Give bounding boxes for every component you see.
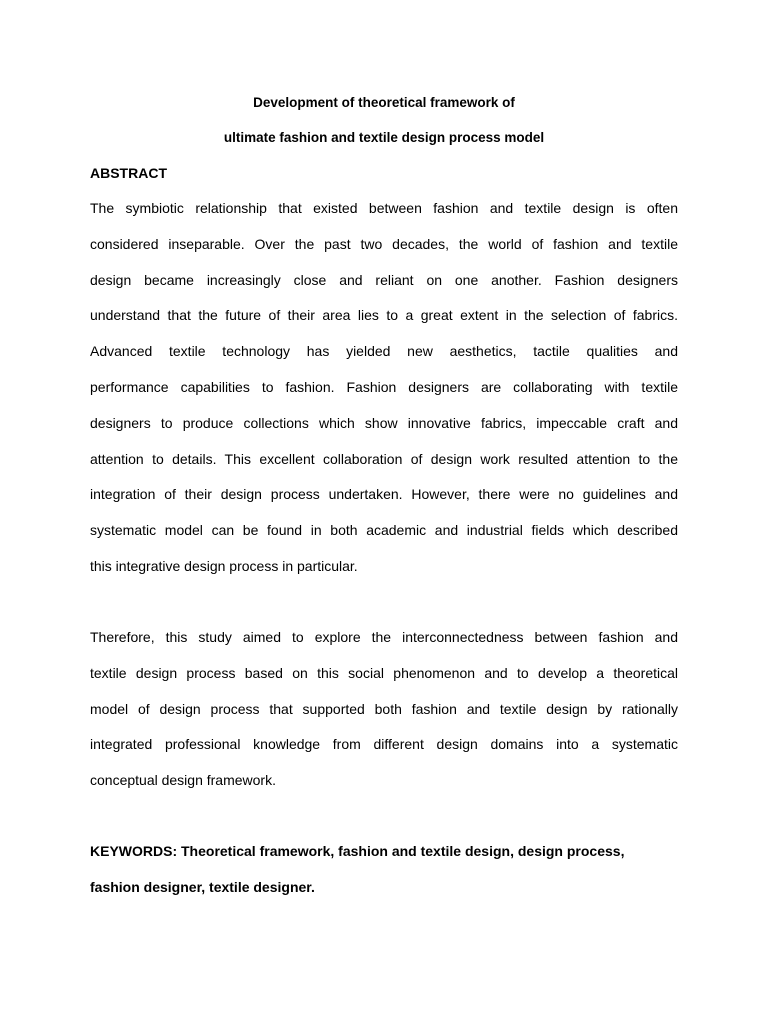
keywords-block	[90, 834, 678, 906]
paragraph-line: this integrative design process in particular.	[90, 557, 358, 574]
paragraph-line: considered inseparable. Over the past two decades, the world of fashion and textile	[90, 235, 678, 252]
abstract-paragraph-1	[90, 191, 678, 585]
title-line-2: ultimate fashion and textile design process model	[223, 130, 545, 145]
paragraph-line: model of design process that supported both fashion and textile design by rationally	[90, 700, 678, 717]
paragraph-line: performance capabilities to fashion. Fashion designers are collaborating with textile	[90, 378, 678, 395]
paragraph-line: The symbiotic relationship that existed between fashion and textile design is often	[90, 200, 678, 216]
paragraph-line: systematic model can be found in both academic and industrial fields which described	[90, 522, 678, 539]
paragraph-line: Therefore, this study aimed to explore the interconnectedness between fashion and	[90, 629, 678, 645]
paragraph-line: integration of their design process undertaken. However, there were no guidelines and	[90, 486, 678, 503]
title-line-1: Development of theoretical framework of	[253, 95, 515, 110]
abstract-paragraph-2	[90, 620, 678, 799]
paragraph-line: textile design process based on this social phenomenon and to develop a theoretical	[90, 664, 678, 681]
paragraph-line: attention to details. This excellent collaboration of design work resulted attention to the	[90, 450, 678, 467]
keywords-line: fashion designer, textile designer.	[90, 878, 315, 895]
paragraph-line: Advanced textile technology has yielded new aesthetics, tactile qualities and	[90, 343, 678, 360]
abstract-heading: ABSTRACT	[90, 165, 167, 181]
paragraph-line: integrated professional knowledge from different design domains into a systematic	[90, 736, 678, 753]
paragraph-line: designers to produce collections which show innovative fabrics, impeccable craft and	[90, 414, 678, 431]
keywords-line: KEYWORDS: Theoretical framework, fashion and textile design, design process,	[90, 843, 625, 859]
paragraph-line: design became increasingly close and reliant on one another. Fashion designers	[90, 271, 678, 288]
paragraph-line: conceptual design framework.	[90, 772, 276, 789]
paragraph-line: understand that the future of their area lies to a great extent in the selection of fabrics.	[90, 307, 678, 324]
